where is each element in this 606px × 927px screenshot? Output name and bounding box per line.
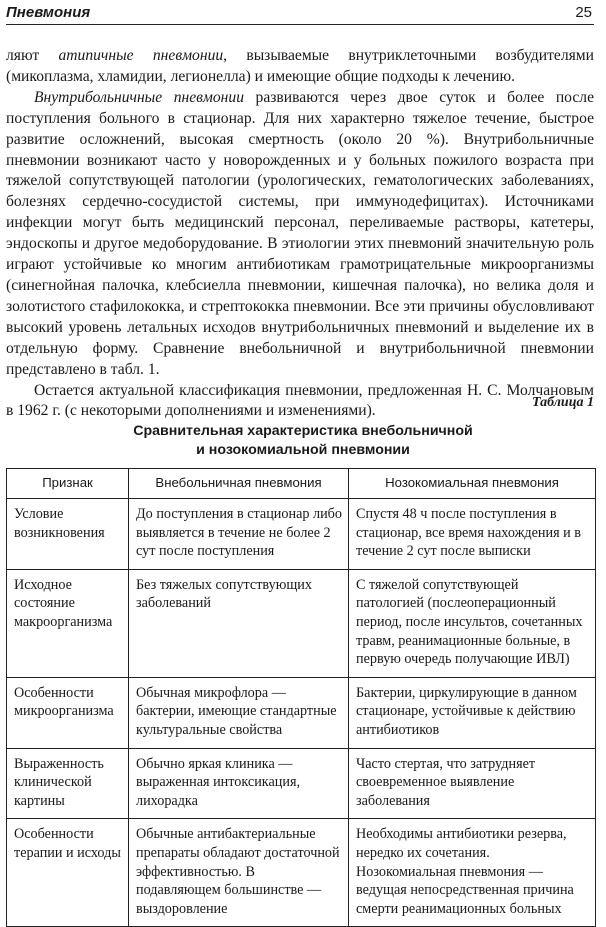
table-cell-nosocomial: Бактерии, циркулирующие в данном стационаре, устойчивые к действию антибиотиков [349,677,596,748]
paragraph-atypical-pre: ляют [6,47,59,64]
header-community: Внебольничная пневмония [129,469,349,499]
paragraph-classification: Остается актуальной классификация пневмонии, предложенная Н. С. Молчановым в 1962 г. (с некоторыми дополнениями и изменениями). [6,381,594,420]
table-cell-feature: Особенности микроорганизма [7,677,129,748]
table-cell-nosocomial: Необходимы антибиотики резерва, нередко их сочетания. Нозокомиальная пневмония — ведущая непосредственная причина смерти реанимационных больных [349,819,596,927]
page-header [6,0,594,25]
table-row [7,569,596,677]
table-cell-nosocomial: С тяжелой сопутствующей патологией (послеоперационный период, после инсультов, сочетанных травм, реанимационные больные, в первую очередь получающие ИВЛ) [349,569,596,677]
table-cell-feature: Особенности терапии и исходы [7,819,129,927]
paragraph-atypical [6,46,594,88]
term-nosocomial-pneumonia: Внутрибольничные пневмонии [34,88,244,106]
table-title-line-1: Сравнительная характеристика внебольничной [133,423,473,439]
table-cell-nosocomial: Спустя 48 ч после поступления в стационар, все время нахождения и в течение 2 сут после выписки [349,499,596,570]
table-title [0,422,606,460]
table-cell-community: До поступления в стационар либо выявляется в течение не более 2 сут после поступления [129,499,349,570]
table-row [7,819,596,927]
table-title-line-2: и нозокомиальной пневмонии [196,442,410,458]
table-cell-feature: Исходное состояние макроорганизма [7,569,129,677]
header-feature: Признак [7,469,129,499]
term-atypical-pneumonia: атипичные пневмонии [58,47,224,64]
table-header-row [7,469,596,499]
table-cell-nosocomial: Часто стертая, что затрудняет своевременное выявление заболевания [349,748,596,819]
running-title: Пневмония [6,4,91,21]
table-cell-community: Обычно яркая клиника — выраженная интоксикация, лихорадка [129,748,349,819]
table-row [7,499,596,570]
table-cell-feature: Условие возникновения [7,499,129,570]
table-cell-community: Обычная микрофлора — бактерии, имеющие стандартные культуральные свойства [129,677,349,748]
page-number: 25 [575,4,592,21]
header-nosocomial: Нозокомиальная пневмония [349,469,596,499]
table-cell-feature: Выраженность клинической картины [7,748,129,819]
body-text [6,46,594,422]
table-label: Таблица 1 [532,395,594,410]
table-row [7,677,596,748]
table-row [7,748,596,819]
table-cell-community: Обычные антибактериальные препараты обладают достаточной эффективностью. В подавляющем большинстве — выздоровление [129,819,349,927]
paragraph-nosocomial [6,88,594,381]
paragraph-atypical-post: , вызываемые внутриклеточными возбудителями (микоплазма, хламидии, легионелла) и имеющие общие подходы к лечению. [6,47,594,85]
table-cell-community: Без тяжелых сопутствующих заболеваний [129,569,349,677]
comparison-table [6,468,596,927]
paragraph-nosocomial-text: развиваются через двое суток и более после поступления больного в стационар. Для них характерно тяжелое течение, быстрое развитие осложнений, высокая смертность (около 20 %). Внутрибольничные пневмонии возникают часто у новорожденных и у больных пожилого возраста при тяжелой сопутствующей патологии (урологических, гематологических заболеваниях, болезнях сердечно-сосудистой системы, при иммунодефицитах). Источниками инфекции могут быть медицинский персонал, переливаемые растворы, катетеры, эндоскопы и другое медоборудование. В этиологии этих пневмоний значительную роль играют устойчивые ко многим антибиотикам грамотрицательные микроорганизмы (синегнойная палочка, клебсиелла пневмонии, кишечная палочка), но велика доля и золотистого стафилококка, и стрептококка пневмонии. Все эти причины обусловливают высокий уровень летальных исходов внутрибольничных пневмоний и выделение их в отдельную форму. Сравнение внебольничной и внутрибольничной пневмонии представлено в табл. 1. [6,88,594,378]
